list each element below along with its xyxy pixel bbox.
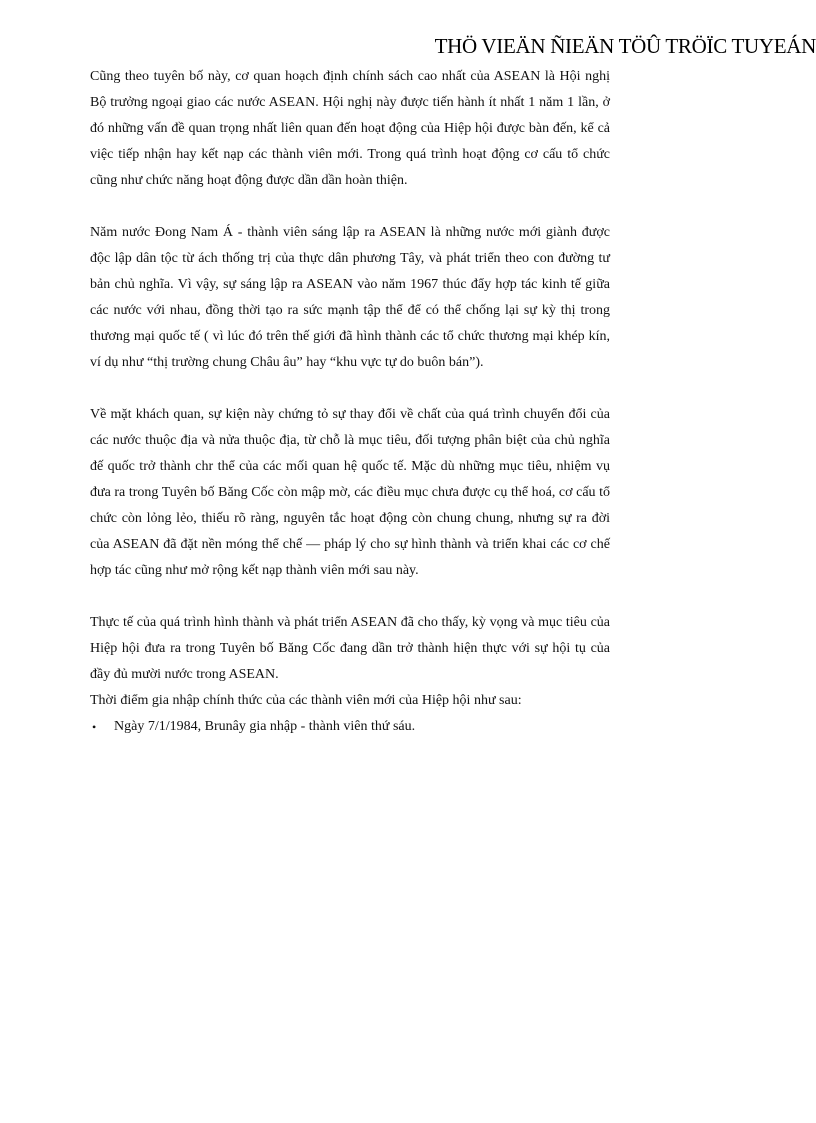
accession-list bbox=[90, 714, 610, 740]
paragraph-founding-members: Năm nước Đong Nam Á - thành viên sáng lập ra ASEAN là những nước mới giành được độc lập dân tộc từ ách thống trị của thực dân phương Tây, và phát triển theo con đường tư bản chủ nghĩa. Vì vậy, sự sáng lập ra ASEAN vào năm 1967 thúc đẩy hợp tác kinh tế giữa các nước với nhau, đồng thời tạo ra sức mạnh tập thể để có thể chống lại sự kỳ thị trong thương mại quốc tế ( vì lúc đó trên thế giới đã hình thành các tổ chức thương mại khép kín, ví dụ như “thị trường chung Châu âu” hay “khu vực tự do buôn bán”). bbox=[90, 225, 610, 370]
paragraph-accession-intro: Thời điểm gia nhập chính thức của các thành viên mới của Hiệp hội như sau: bbox=[90, 693, 522, 708]
bullet-icon: • bbox=[92, 720, 97, 734]
document-body bbox=[90, 64, 610, 740]
paragraph-policy-body: Cũng theo tuyên bố này, cơ quan hoạch định chính sách cao nhất của ASEAN là Hội nghị Bộ trưởng ngoại giao các nước ASEAN. Hội nghị này được tiến hành ít nhất 1 năm 1 lần, ở đó những vấn đề quan trọng nhất liên quan đến hoạt động của Hiệp hội được bàn đến, kể cả việc tiếp nhận hay kết nạp các thành viên mới. Trong quá trình hoạt động cơ cấu tổ chức cũng như chức năng hoạt động được dần dần hoàn thiện. bbox=[90, 69, 610, 188]
list-item bbox=[90, 714, 610, 740]
paragraph-objective-significance: Về mặt khách quan, sự kiện này chứng tỏ sự thay đổi về chất của quá trình chuyển đổi của các nước thuộc địa và nửa thuộc địa, từ chỗ là mục tiêu, đối tượng phân biệt của chủ nghĩa đế quốc trở thành chr thể của các mối quan hệ quốc tế. Mặc dù những mục tiêu, nhiệm vụ đưa ra trong Tuyên bố Băng Cốc còn mập mờ, các điều mục chưa được cụ thể hoá, cơ cấu tổ chức còn lỏng lẻo, thiếu rõ ràng, nguyên tắc hoạt động còn chung chung, nhưng sự ra đời của ASEAN đã đặt nền móng thể chế — pháp lý cho sự hình thành và triển khai các cơ chế hợp tác cũng như mở rộng kết nạp thành viên mới sau này. bbox=[90, 407, 610, 578]
list-item-text: Ngày 7/1/1984, Brunây gia nhập - thành viên thứ sáu. bbox=[114, 719, 416, 734]
library-header-title: THÖ VIEÄN ÑIEÄN TÖÛ TRÖÏC TUYEÁN bbox=[434, 34, 816, 58]
paragraph-expansion-reality: Thực tế của quá trình hình thành và phát triển ASEAN đã cho thấy, kỳ vọng và mục tiêu của Hiệp hội đưa ra trong Tuyên bố Băng Cốc đang dần trở thành hiện thực với sự hội tụ của đầy đủ mười nước trong ASEAN. bbox=[90, 615, 610, 682]
